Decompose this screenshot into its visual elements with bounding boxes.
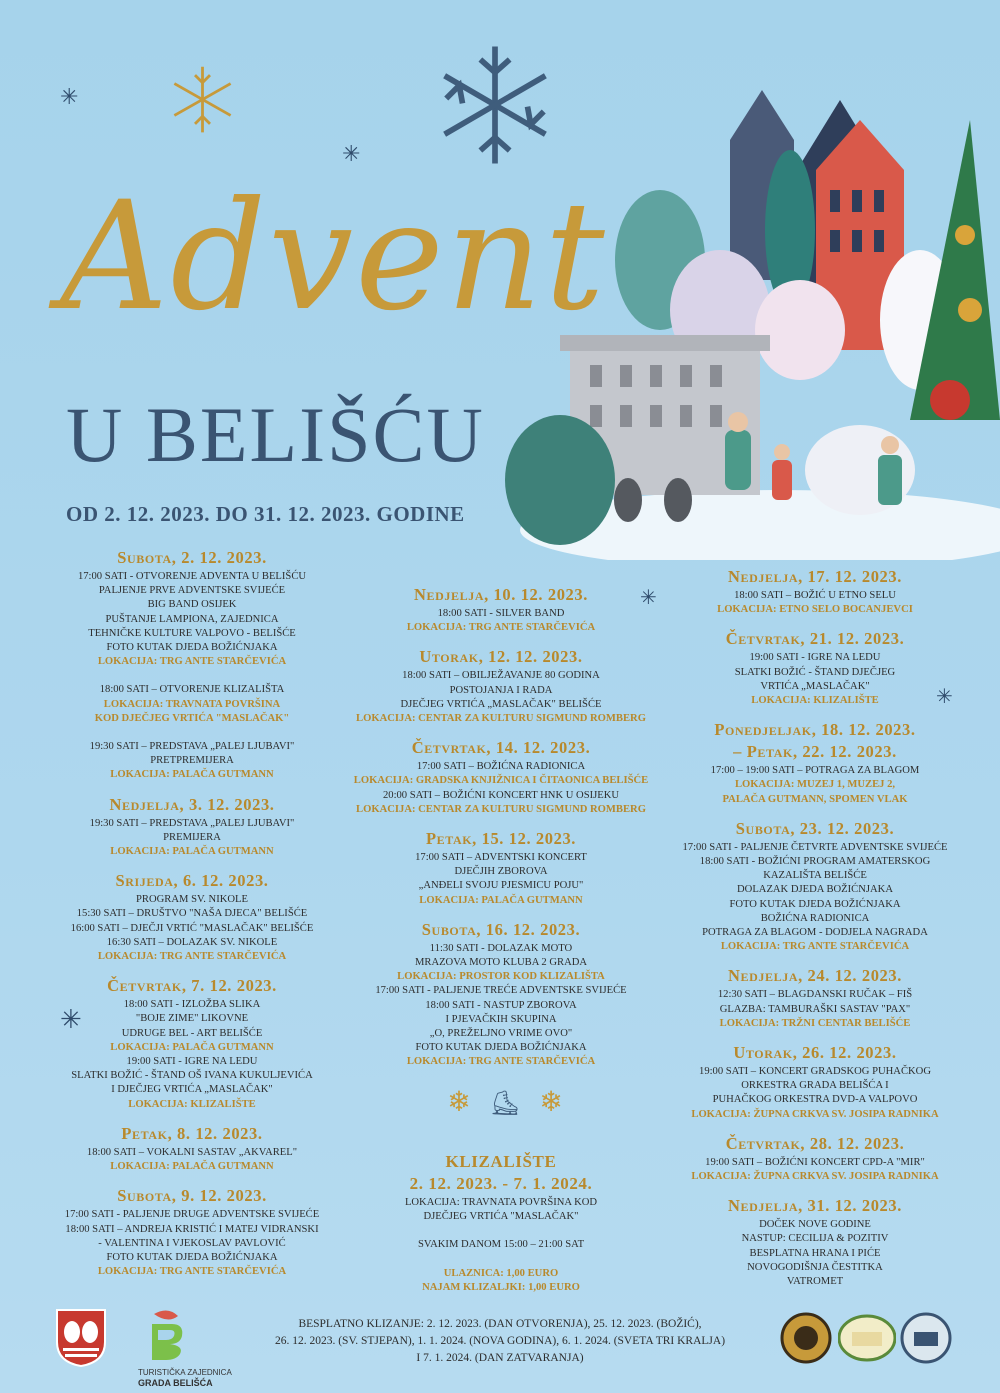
event-detail: NOVOGODIŠNJA ČESTITKA [747,1261,883,1273]
event-location: LOKACIJA: GRADSKA KNJIŽNICA I ČITAONICA BELIŠĆE [353,775,649,787]
title-subtitle: U BELIŠĆU [66,391,485,478]
event-location: LOKACIJA: MUZEJ 1, MUZEJ 2, [734,779,896,791]
event-location: LOKACIJA: TRG ANTE STARČEVIĆA [406,622,596,634]
event-location: LOKACIJA: KLIZALIŠTE [128,1098,256,1110]
event-detail: 17:00 – 19:00 SATI – POTRAGA ZA BLAGOM [710,765,920,777]
event-detail: 17:00 SATI - PALJENJE DRUGE ADVENTSKE SVIJEĆE [64,1209,320,1221]
event-detail: FOTO KUTAK DJEDA BOŽIĆNJAKA [729,898,901,910]
event-day-heading: Subota, 16. 12. 2023. [421,919,581,939]
event-detail: VRTIĆA „MASLAČAK" [760,680,870,692]
star-icon: ✳ [640,585,657,609]
event-location: KOD DJEČJEG VRTIĆA "MASLAČAK" [94,712,290,724]
free-skating-line: 26. 12. 2023. (SV. STJEPAN), 1. 1. 2024. (NOVA GODINA), 6. 1. 2024. (SVETA TRI KRALJA) [274,1335,726,1347]
event-day-heading: Petak, 15. 12. 2023. [425,829,577,849]
klizaliste-price: ULAZNICA: 1,00 EURO [443,1267,559,1279]
event-detail: 15:30 SATI – DRUŠTVO "NAŠA DJECA" BELIŠĆE [76,908,308,920]
event-day-block [42,548,342,783]
event-location: LOKACIJA: TRAVNATA POVRŠINA [103,698,281,710]
event-detail: 18:00 SATI – OBILJEŽAVANJE 80 GODINA [402,670,600,682]
event-location: LOKACIJA: PROSTOR KOD KLIZALIŠTA [397,971,605,983]
event-day-heading: Nedjelja, 10. 12. 2023. [414,585,588,604]
event-detail: „ANĐELI SVOJU PJESMICU POJU" [418,880,584,892]
event-detail: POTRAGA ZA BLAGOM - DODJELA NAGRADA [702,927,928,939]
event-day-block [42,1186,342,1279]
tz-label-big: GRADA BELIŠĆA [138,1378,213,1388]
tz-logo-icon [148,1306,188,1360]
event-detail: "BOJE ZIME" LIKOVNE [135,1013,249,1025]
event-detail: BIG BAND OSIJEK [147,599,237,611]
event-day-block [42,871,342,964]
event-detail: DJEČJEG VRTIĆA „MASLAČAK" BELIŠĆE [400,698,602,710]
event-detail: FOTO KUTAK DJEDA BOŽIĆNJAKA [106,1251,278,1263]
event-location: PALAČA GUTMANN, SPOMEN VLAK [722,793,908,805]
star-icon: ✳ [60,1005,82,1035]
event-day-heading: Nedjelja, 17. 12. 2023. [728,567,902,586]
event-detail: SLATKI BOŽIĆ - ŠTAND OŠ IVANA KUKULJEVIĆA [71,1070,313,1082]
event-detail: 18:00 SATI - SILVER BAND [437,608,565,619]
schedule-column-1 [42,548,342,1291]
event-day-block [345,920,657,1070]
klizaliste-location: LOKACIJA: TRAVNATA POVRŠINA KOD [404,1197,598,1208]
event-location: LOKACIJA: PALAČA GUTMANN [110,769,274,781]
event-location: LOKACIJA: CENTAR ZA KULTURU SIGMUND ROMBERG [356,713,646,725]
event-day-heading: Nedjelja, 31. 12. 2023. [728,1196,902,1216]
event-detail: ORKESTRA GRADA BELIŠĆA I [741,1080,889,1092]
free-skating-info [190,1316,810,1367]
event-day-heading: – Petak, 22. 12. 2023. [733,742,897,762]
event-day-heading: Ponedjeljak, 18. 12. 2023. [714,720,916,740]
event-day-heading: Subota, 9. 12. 2023. [117,1186,267,1206]
tz-label-small: TURISTIČKA ZAJEDNICA [138,1368,232,1377]
event-location: LOKACIJA: CENTAR ZA KULTURU SIGMUND ROMBERG [356,803,646,815]
event-day-block [345,829,657,908]
event-location: LOKACIJA: PALAČA GUTMANN [110,1041,274,1053]
event-dates: OD 2. 12. 2023. DO 31. 12. 2023. GODINE [66,502,465,526]
event-detail: UDRUGE BEL - ART BELIŠĆE [121,1027,263,1039]
event-day-block [345,738,657,817]
event-day-block [660,1196,970,1289]
event-day-block [345,647,657,726]
event-detail: 17:00 SATI – ADVENTSKI KONCERT [415,852,587,864]
title-script: Advent [60,170,607,344]
event-detail: 12:30 SATI – BLAGDANSKI RUČAK – FIŠ [717,989,913,1001]
event-day-heading: Četvrtak, 21. 12. 2023. [725,629,905,649]
event-day-block [660,966,970,1031]
coat-of-arms-icon [55,1308,107,1368]
event-detail: 18:00 SATI – ANDREJA KRISTIĆ I MATEJ VIDRANSKI [65,1223,319,1235]
snowflake-icon: ❄ [539,1085,563,1118]
event-day-block [345,585,657,635]
event-detail: 19:00 SATI - IGRE NA LEDU [749,652,881,664]
skates-icon: ⛸ [489,1089,521,1117]
event-location: LOKACIJA: PALAČA GUTMANN [419,894,583,906]
event-day-block [42,976,342,1112]
event-detail: 17:00 SATI - PALJENJE TREĆE ADVENTSKE SVIJEĆE [375,985,627,997]
free-skating-line: BESPLATNO KLIZANJE: 2. 12. 2023. (DAN OTVORENJA), 25. 12. 2023. (BOŽIĆ), [298,1318,702,1330]
event-detail: DOČEK NOVE GODINE [759,1219,871,1231]
event-detail: GLAZBA: TAMBURAŠKI SASTAV "PAX" [719,1003,911,1015]
event-detail: MRAZOVA MOTO KLUBA 2 GRADA [414,957,588,969]
event-detail: KAZALIŠTA BELIŠĆE [763,870,867,882]
event-detail: PUHAČKOG ORKESTRA DVD-A VALPOVO [712,1094,918,1106]
event-detail: 11:30 SATI - DOLAZAK MOTO [429,942,573,954]
klizaliste-price: NAJAM KLIZALJKI: 1,00 EURO [422,1281,580,1293]
event-location: LOKACIJA: TRG ANTE STARČEVIĆA [97,656,287,668]
event-detail: I DJEČJEG VRTIĆA „MASLAČAK" [111,1084,273,1096]
event-day-heading: Četvrtak, 7. 12. 2023. [107,976,277,996]
event-day-heading: Nedjelja, 3. 12. 2023. [109,794,275,814]
event-location: LOKACIJA: ŽUPNA CRKVA SV. JOSIPA RADNIKA [691,1108,939,1120]
event-day-heading: Četvrtak, 14. 12. 2023. [411,738,591,758]
event-location: LOKACIJA: TRG ANTE STARČEVIĆA [720,941,910,953]
star-icon: ✳ [936,684,953,708]
event-detail: 17:00 SATI – BOŽIĆNA RADIONICA [416,761,586,773]
event-day-block [660,819,970,955]
free-skating-line: I 7. 1. 2024. (DAN ZATVARANJA) [416,1352,584,1364]
event-detail: 20:00 SATI – BOŽIĆNI KONCERT HNK U OSIJEKU [382,789,620,801]
event-detail: 17:00 SATI - PALJENJE ČETVRTE ADVENTSKE SVIJEĆE [682,841,948,853]
event-day-block [660,720,970,807]
event-detail: 19:30 SATI – PREDSTAVA „PALEJ LJUBAVI" [89,741,295,753]
event-day-block [660,1043,970,1122]
event-day-heading: Četvrtak, 28. 12. 2023. [725,1133,905,1153]
event-detail: 16:30 SATI – DOLAZAK SV. NIKOLE [106,936,278,948]
star-icon: ✳ [60,85,79,110]
partner-logo-icon [780,1312,832,1364]
event-day-heading: Utorak, 12. 12. 2023. [419,647,583,667]
event-day-block [660,629,970,708]
klizaliste-location: DJEČJEG VRTIĆA "MASLAČAK" [423,1211,579,1223]
klizaliste-dates: 2. 12. 2023. - 7. 1. 2024. [409,1174,593,1193]
event-detail: 18:00 SATI - BOŽIĆNI PROGRAM AMATERSKOG [699,856,931,868]
event-detail: VATROMET [786,1276,844,1288]
event-detail: PUŠTANJE LAMPIONA, ZAJEDNICA [105,613,279,625]
event-day-block [660,567,970,617]
event-detail: SLATKI BOŽIĆ - ŠTAND DJEČJEG [734,666,896,678]
star-icon: ✳ [342,142,361,167]
event-detail: 19:30 SATI – PREDSTAVA „PALEJ LJUBAVI" [89,817,295,829]
event-day-heading: Subota, 23. 12. 2023. [735,818,895,838]
klizaliste-heading: KLIZALIŠTE [445,1152,557,1171]
event-day-heading: Utorak, 26. 12. 2023. [733,1043,897,1063]
event-day-heading: Nedjelja, 24. 12. 2023. [728,966,902,986]
klizaliste-hours: SVAKIM DANOM 15:00 – 21:00 SAT [417,1239,585,1251]
event-detail: 19:00 SATI - IGRE NA LEDU [126,1056,258,1068]
event-location: LOKACIJA: ETNO SELO BOCANJEVCI [717,604,913,616]
event-location: LOKACIJA: PALAČA GUTMANN [110,1161,274,1173]
event-detail: 16:00 SATI – DJEČJI VRTIĆ "MASLAČAK" BELIŠĆE [70,922,314,934]
event-detail: 19:00 SATI – KONCERT GRADSKOG PUHAČKOG [699,1066,931,1078]
event-detail: PRETPREMIJERA [150,755,234,767]
event-detail: I PJEVAČKIH SKUPINA [445,1013,557,1025]
event-day-heading: Srijeda, 6. 12. 2023. [115,871,269,891]
event-detail: 18:00 SATI - NASTUP ZBOROVA [425,999,577,1011]
event-location: LOKACIJA: TRG ANTE STARČEVIĆA [97,951,287,963]
event-location: LOKACIJA: TRG ANTE STARČEVIĆA [406,1056,596,1068]
event-detail: 18:00 SATI - IZLOŽBA SLIKA [123,999,261,1011]
event-location: LOKACIJA: TRŽNI CENTAR BELIŠĆE [719,1017,911,1029]
event-day-block [660,1134,970,1184]
event-detail: PALJENJE PRVE ADVENTSKE SVIJEĆE [98,585,286,597]
event-location: LOKACIJA: ŽUPNA CRKVA SV. JOSIPA RADNIKA [691,1171,939,1183]
schedule-column-2 [345,585,657,1082]
schedule-column-3 [660,567,970,1301]
event-detail: FOTO KUTAK DJEDA BOŽIĆNJAKA [106,642,278,654]
snowflake-icon: ❄ [447,1085,471,1118]
event-location: LOKACIJA: TRG ANTE STARČEVIĆA [97,1266,287,1278]
event-day-block [42,795,342,860]
event-detail: BOŽIĆNA RADIONICA [760,912,870,924]
snowflake-icon [165,62,240,137]
event-detail: „O, PREŽELJNO VRIME OVO" [429,1028,573,1040]
decoration-row [435,1085,575,1118]
event-detail: 18:00 SATI – VOKALNI SASTAV „AKVAREL" [86,1146,298,1158]
event-detail: POSTOJANJA I RADA [449,684,553,696]
event-day-heading: Petak, 8. 12. 2023. [121,1123,263,1143]
event-location: LOKACIJA: KLIZALIŠTE [751,695,879,707]
event-location: LOKACIJA: PALAČA GUTMANN [110,846,274,858]
event-detail: PREMIJERA [163,831,221,843]
event-detail: 18:00 SATI – OTVORENJE KLIZALIŠTA [99,684,285,696]
event-day-heading: Subota, 2. 12. 2023. [117,548,267,567]
partner-logo-icon [838,1314,896,1362]
event-detail: 19:00 SATI – BOŽIĆNI KONCERT CPD-A "MIR" [705,1156,925,1168]
event-detail: FOTO KUTAK DJEDA BOŽIĆNJAKA [415,1042,587,1054]
event-detail: 17:00 SATI - OTVORENJE ADVENTA U BELIŠĆU [77,571,307,582]
partner-logo-icon [900,1312,952,1364]
event-detail: PROGRAM SV. NIKOLE [136,894,248,906]
event-detail: NASTUP: CECILIJA & POZITIV [741,1233,889,1245]
event-detail: DJEČJIH ZBOROVA [454,866,548,878]
klizaliste-block [345,1152,657,1295]
event-detail: DOLAZAK DJEDA BOŽIĆNJAKA [737,884,893,896]
event-detail: 18:00 SATI – BOŽIĆ U ETNO SELU [734,590,896,601]
event-detail: - VALENTINA I VJEKOSLAV PAVLOVIĆ [98,1237,286,1249]
event-detail: TEHNIČKE KULTURE VALPOVO - BELIŠĆE [88,627,296,639]
event-day-block [42,1124,342,1174]
event-detail: BESPLATNA HRANA I PIĆE [749,1247,881,1259]
